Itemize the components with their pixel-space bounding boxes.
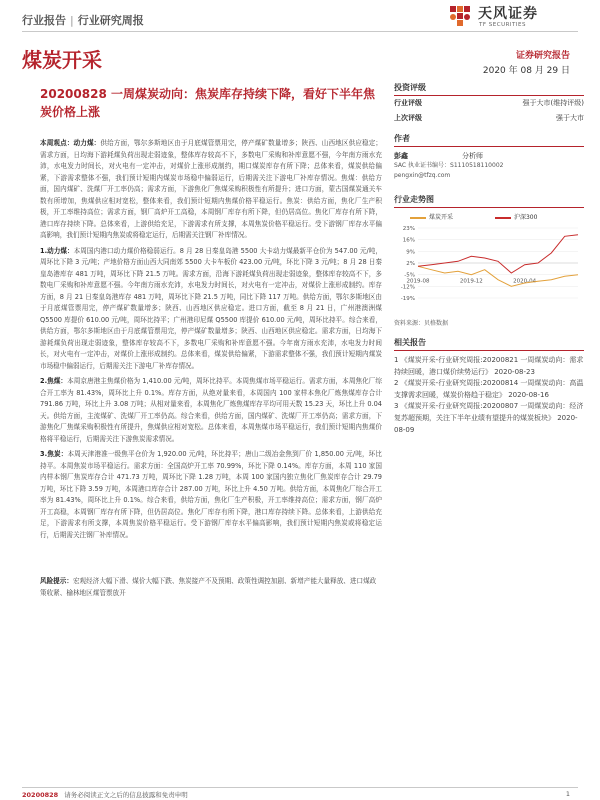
legend-swatch-coal <box>410 217 426 219</box>
report-type: 证券研究报告 <box>515 51 570 61</box>
legend-label-coal: 煤炭开采 <box>429 214 454 221</box>
coke-paragraph <box>40 449 382 541</box>
coking-coal-label: 2.焦煤： <box>40 377 68 385</box>
report-header <box>22 12 144 28</box>
author-heading: 作者 <box>394 133 584 147</box>
summary-label: 本周观点： <box>40 139 74 147</box>
logo-mark-icon <box>448 4 472 28</box>
y-tick-label: 2% <box>406 261 415 267</box>
thermal-coal-text: 本周国内港口动力煤价格稳弱运行。8 月 28 日秦皇岛港 5500 大卡动力煤最新平仓价为 547.00 元/吨，周环比下降 3 元/吨；产地价格方面山西大同南郊 5500 大卡车板价 423.00 元/吨，环比下降 3 元/吨；8 月 28 日秦皇岛港库存 481 万吨，周环比下降 21.5 万吨。需求方面，沿海下游耗煤负荷出现走弱迹象，整体库存较高不下，多数电厂采购和补库意愿不强。今年南方雨水充沛，水电发力时间长，对火电有一定冲击，对煤价上涨形成制约。库存方面，8 月 21 日秦皇岛港库存 481 万吨，周环比下降 21.5 万吨，同比下降 117 万吨。供给方面，鄂尔多斯地区由于月底煤管票用完，停产煤矿数量增多；陕西、山西地区供应稳定。进口方面，截至 8 月 21 日，广州港澳洲煤 Q5500 库提价 610.00 元/吨，周环比持平；广州港印尼煤 Q5500 库提价 610.00 元/吨，周环比持平。综合来看，供给方面，鄂尔多斯地区由于月底煤管票用完，停产煤矿数量增多；陕西、山西地区供应稳定。需求方面，日均海下游耗煤负荷出现走弱迹象，整体库存较高不下，多数电厂采购和补库意愿不强。今年南方雨水充沛，水电发力时间长，对火电有一定冲击，对煤价上涨形成制约。总体来看，煤炭供给偏紧，下游需求整体不强，我们预计短期内煤炭市场稳中偏弱运行，后期需关注下游电厂补库存情况。 <box>40 246 382 370</box>
summary-text: 供给方面，鄂尔多斯地区由于月底煤管票用完，停产煤矿数量增多；陕西、山西地区供应稳定；需求方面，日均海下游耗煤负荷出现走弱迹象，整体库存较高不下，多数电厂采购和补库意愿不强，今年南方雨水充沛，水电发力时间长，对火电有一定冲击，对煤价上涨形成制约，期口煤炭库存有所下降；总体来看，煤炭供给偏紧，下游需求整体不强，我们预计短期内煤炭市场稳中偏弱运行，后期需关注下游电厂补库存情况。焦煤：供给方面，国内煤矿、洗煤厂开工率仍高；需求方面，下游焦化厂焦煤采购积极性有所提升；进口方面，蒙古国煤炭通关车数有所增加，焦煤供应相对宽松，整体来看，我们预计短期内焦煤价格平稳运行。焦炭：供给方面，焦化厂生产积极，开工率维持高位；需求方面，钢厂高炉开工高稳，本周钢厂库存有所下降，但仍居高位。焦化厂库存有所下降，港口库存持续下降。总体来看，上游供给充足，下游需求有所支撑，本周焦炭价格平稳运行。受下游钢厂库存水平偏高影响，我们预计短期内焦炭或将稳定运行，后期需关注钢厂补库情况。 <box>40 139 383 239</box>
coke-label: 3.焦炭： <box>40 450 68 458</box>
y-tick-label: -12% <box>400 284 415 291</box>
chart-x-ticks <box>407 279 537 285</box>
rating-heading: 投资评级 <box>394 82 584 96</box>
company-logo <box>448 2 570 32</box>
rating-value: 强于大市 <box>556 114 584 122</box>
trend-heading: 行业走势图 <box>394 194 584 208</box>
coking-coal-paragraph <box>40 376 382 445</box>
legend-swatch-hs300 <box>495 217 511 219</box>
author-cert: SAC 执业证书编号：S1110518110002 <box>394 162 504 169</box>
footer-divider <box>22 787 578 788</box>
thermal-coal-label: 1.动力煤： <box>40 246 74 255</box>
author-email[interactable]: pengxin@tfzq.com <box>394 172 451 179</box>
author-section <box>394 133 584 181</box>
author-role: 分析师 <box>462 152 483 160</box>
series-line-coal <box>418 266 578 286</box>
page-number: 1 <box>565 790 570 798</box>
author-name: 彭鑫 <box>394 152 408 160</box>
y-tick-label: 9% <box>406 249 415 256</box>
trend-section <box>394 194 584 208</box>
risk-text: 宏观经济大幅下滑、煤价大幅下跌、焦炭接产不及预期、政策性调控加剧、新增产能大量释放、进口煤政策收紧、榆林地区煤管票放开 <box>40 577 377 597</box>
rating-label: 行业评级 <box>394 99 422 107</box>
coking-coal-text: 本周京唐港主焦煤价格为 1,410.00 元/吨，周环比持平。本周焦煤市场平稳运行。需求方面，本周焦化厂综合开工率为 81.43%，周环比上升 0.1%。库存方面，从绝对量来看，本周国内 100 家样本焦化厂炼焦煤库存合计 791.86 万吨，环比上升 3.08 万吨；从相对量来看，本周焦化厂炼焦煤库存平均可用天数 15.23 天，环比上升 0.04 天。供给方面，主流煤矿、洗煤厂开工率仍高。综合来看，供给方面，国内煤矿、洗煤厂开工率仍高；需求方面，下游焦化厂焦煤采购积极性有所提升，焦煤供应相对宽松。总体来看，本周焦煤市场平稳运行，我们预计短期内焦煤价格将平稳运行，后期需关注下游焦炭需求情况。 <box>40 377 382 443</box>
chart-source: 资料来源：贝格数据 <box>394 320 449 327</box>
rating-section <box>394 82 584 126</box>
footer-disclaimer: 请务必阅读正文之后的信息披露和免责申明 <box>64 791 188 799</box>
rating-row <box>394 96 584 111</box>
chart-y-ticks <box>401 226 415 302</box>
chart-legend <box>410 212 537 221</box>
rating-row <box>394 111 584 126</box>
x-tick-label: 2019-12 <box>459 278 483 285</box>
header-subcategory: 行业研究周报 <box>77 14 144 27</box>
y-tick-label: 23% <box>402 226 415 232</box>
related-report-link[interactable]: 1 《煤炭开采-行业研究周报:20200821 一周煤炭动向：需求持续回暖，港口煤价续势运行》 2020-08-23 <box>394 356 584 376</box>
footer <box>22 790 188 799</box>
related-report-link[interactable]: 2 《煤炭开采-行业研究周报:20200814 一周煤炭动向：高温支撑需求回暖，煤炭价格趋于稳定》 2020-08-16 <box>394 379 584 399</box>
rating-value: 强于大市(维持评级) <box>522 99 584 107</box>
legend-label-hs300: 沪深300 <box>513 214 538 221</box>
y-tick-label: -5% <box>404 272 415 279</box>
chart-lines <box>418 235 578 287</box>
related-list <box>394 355 584 436</box>
risk-warning <box>40 576 382 599</box>
series-line-hs300 <box>418 235 578 273</box>
x-tick-label: 2019-08 <box>406 278 430 285</box>
x-tick-label: 2020-04 <box>513 278 537 285</box>
header-category: 行业报告 <box>22 14 66 27</box>
related-report-link[interactable]: 3 《煤炭开采-行业研究周报:20200807 一周煤炭动向：经济复苏超预期，关注下半年业绩有望提升的煤炭板块》 2020-08-09 <box>394 402 584 434</box>
related-heading: 相关报告 <box>394 337 584 351</box>
y-tick-label: 16% <box>402 237 415 244</box>
summary-p1-label: 动力煤： <box>73 139 101 147</box>
header-separator: | <box>70 14 74 27</box>
report-title: 20200828 一周煤炭动向：焦炭库存持续下降，看好下半年焦炭价格上涨 <box>40 87 375 119</box>
author-name-row <box>394 151 584 161</box>
footer-code: 20200828 <box>22 791 59 799</box>
related-section <box>394 337 584 436</box>
risk-label: 风险提示： <box>40 577 73 585</box>
logo-name-en: TF SECURITIES <box>479 22 526 28</box>
thermal-coal-paragraph <box>40 246 382 373</box>
summary-paragraph <box>40 138 382 242</box>
y-tick-label: -19% <box>400 296 415 302</box>
report-date: 2020 年 08 月 29 日 <box>482 66 570 76</box>
logo-name-cn: 天风证券 <box>478 6 538 22</box>
industry-title: 煤炭开采 <box>22 48 102 72</box>
report-body <box>40 138 382 545</box>
trend-chart <box>394 222 584 312</box>
coke-text: 本周天津港准一级焦平仓价为 1,920.00 元/吨，环比持平；唐山二级冶金焦到厂价 1,850.00 元/吨，环比持平。本周焦炭市场平稳运行。需求方面：全国高炉开工率 70.99%，环比下降 0.14%。库存方面，本周 110 家国内样本钢厂焦炭库存合计 471.73 万吨，周环比下降 1.28 万吨，本周 100 家国内独立焦化厂焦炭库存合计 29.79 万吨，环比下降 3.59 万吨，本周港口库存合计 287.00 万吨，环比上升 4.50 万吨。供给方面，本周焦化厂综合开工率为 81.43%，周环比上升 0.1%。综合来看，供给方面，焦化厂生产积极，开工率维持高位；需求方面，钢厂高炉开工高稳，本周钢厂库存有所下降，但仍居高位。焦化厂库存有所下降，港口库存持续下降。总体来看，上游供给充足，下游需求有所支撑，本周焦炭价格平稳运行。受下游钢厂库存水平偏高影响，我们预计短期内焦炭或将稳定运行，后期需关注钢厂补库情况。 <box>40 450 383 539</box>
rating-label: 上次评级 <box>394 114 422 122</box>
